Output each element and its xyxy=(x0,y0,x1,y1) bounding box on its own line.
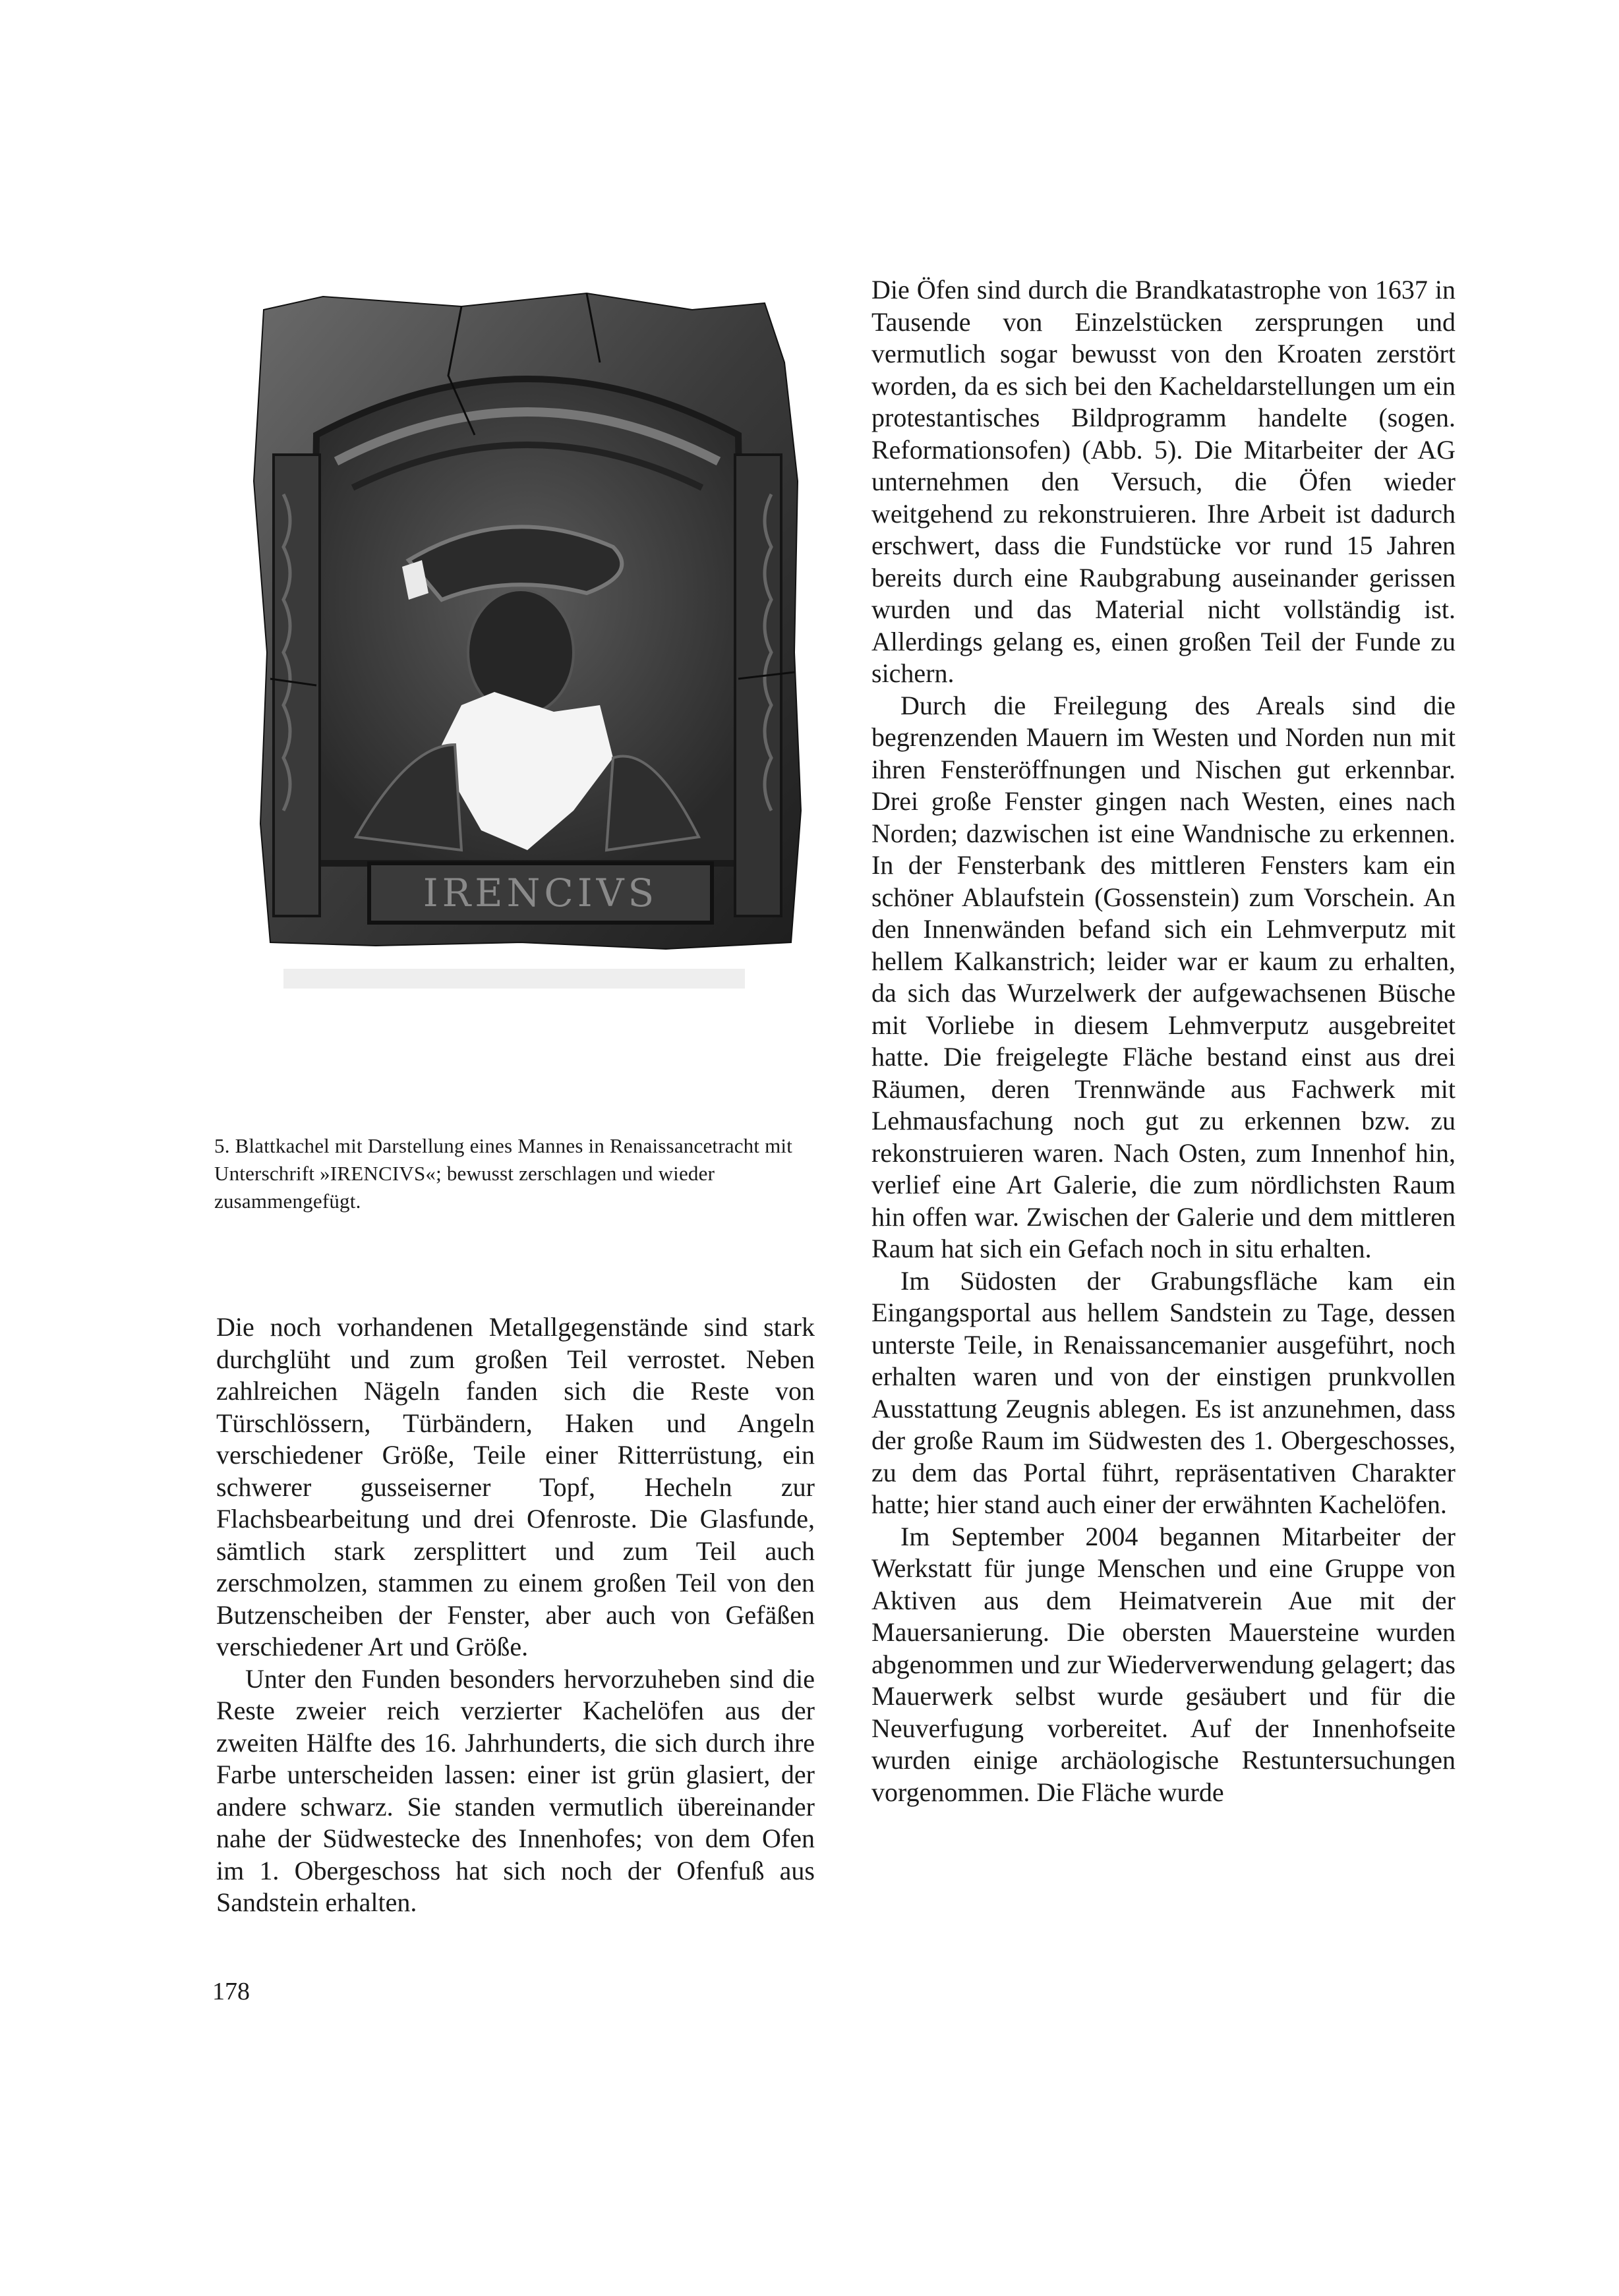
tile-image xyxy=(244,283,811,995)
paragraph: Die Öfen sind durch die Brandkatastrophe von 1637 in Tausende von Einzelstücken zersprungen und vermutlich sogar bewusst von den Kroaten zerstört worden, da es sich bei den Kacheldarstellungen um ein protestantisches Bildprogramm handelte (sogen. Reformationsofen) (Abb. 5). Die Mitarbeiter der AG unternehmen den Versuch, die Öfen wieder weitgehend zu rekonstruieren. Ihre Arbeit ist dadurch erschwert, dass die Fundstücke vor rund 15 Jahren bereits durch eine Raubgrabung auseinander gerissen wurden und das Material nicht vollständig ist. Allerdings gelang es, einen großen Teil der Funde zu sichern. xyxy=(871,275,1456,688)
figure-caption xyxy=(214,1132,834,1215)
paragraph: Im September 2004 begannen Mitarbeiter der Werkstatt für junge Menschen und eine Gruppe von Aktiven aus dem Heimatverein Aue mit der Mauersanierung. Die obersten Mauersteine wurden abgenommen und zur Wiederverwendung gelagert; das Mauerwerk selbst wurde gesäubert und für die Neuverfugung vorbereitet. Auf der Innenhofseite wurden einige archäologische Restuntersuchungen vorgenommen. Die Fläche wurde xyxy=(871,1521,1456,1807)
page-number: 178 xyxy=(212,1978,250,2005)
caption-text: 5. Blattkachel mit Darstellung eines Mannes in Renaissancetracht mit Unterschrift »IRENCIVS«; bewusst zerschlagen und wieder zusammengefügt. xyxy=(214,1134,793,1213)
paragraph: Im Südosten der Grabungsfläche kam ein Eingangsportal aus hellem Sandstein zu Tage, dessen unterste Teile, in Renaissancemanier ausgeführt, noch erhalten waren und von der einstigen prunkvollen Ausstattung Zeugnis ablegen. Es ist anzunehmen, dass der große Raum im Südwesten des 1. Obergeschosses, zu dem das Portal führt, repräsentativen Charakter hatte; hier stand auch einer der erwähnten Kachelöfen. xyxy=(871,1265,1456,1519)
left-column xyxy=(216,1311,815,1919)
tile-inscription: IRENCIVS xyxy=(423,871,659,915)
paragraph: Die noch vorhandenen Metallgegenstände sind stark durchglüht und zum großen Teil verrostet. Neben zahlreichen Nägeln fanden sich die Reste von Türschlössern, Türbändern, Haken und Angeln verschiedener Größe, Teile einer Ritterrüstung, ein schwerer gusseiserner Topf, Hecheln zur Flachsbearbeitung und drei Ofenroste. Die Glasfunde, sämtlich stark zersplittert und zum Teil auch zerschmolzen, stammen zu einem großen Teil von den Butzenscheiben der Fenster, aber auch von Gefäßen verschiedener Art und Größe. xyxy=(216,1312,815,1661)
tile-photo xyxy=(244,283,811,995)
paragraph: Unter den Funden besonders hervorzuheben sind die Reste zweier reich verzierter Kachelöfen aus der zweiten Hälfte des 16. Jahrhunderts, die sich durch ihre Farbe unterscheiden lassen: einer ist grün glasiert, der andere schwarz. Sie standen vermutlich übereinander nahe der Südwestecke des Innenhofes; von dem Ofen im 1. Obergeschoss hat sich noch der Ofenfuß aus Sandstein erhalten. xyxy=(216,1663,815,1917)
right-column xyxy=(871,274,1456,1808)
paragraph: Durch die Freilegung des Areals sind die begrenzenden Mauern im Westen und Norden nun mit ihren Fensteröffnungen und Nischen gut erkennbar. Drei große Fenster gingen nach Westen, eines nach Norden; dazwischen ist eine Wandnische zu erkennen. In der Fensterbank des mittleren Fensters kam ein schöner Ablaufstein (Gossenstein) zum Vorschein. An den Innenwänden befand sich ein Lehmverputz mit hellem Kalkanstrich; leider war er kaum zu erhalten, da sich das Wurzelwerk der aufgewachsenen Büsche mit Vorliebe in diesem Lehmverputz ausgebreitet hatte. Die freigelegte Fläche bestand einst aus drei Räumen, deren Trennwände aus Fachwerk mit Lehmausfachung noch gut zu erkennen bzw. zu rekonstruieren waren. Nach Osten, zum Innenhof hin, verlief eine Art Galerie, die zum nördlichsten Raum hin offen war. Zwischen der Galerie und dem mittleren Raum hat sich ein Gefach noch in situ erhalten. xyxy=(871,690,1456,1263)
